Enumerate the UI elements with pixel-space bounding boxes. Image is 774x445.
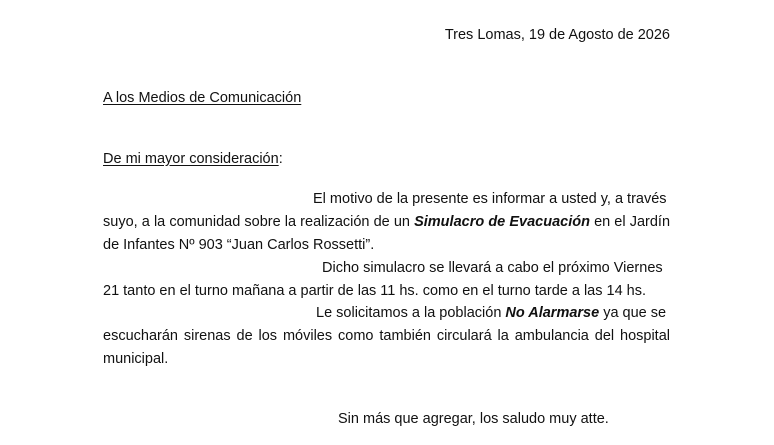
simulacro-emphasis: Simulacro de Evacuación [414, 214, 590, 230]
salutation-line [103, 151, 283, 167]
p3-line-1-post: ya que se [599, 305, 667, 321]
p3-line-1 [316, 305, 666, 321]
closing-line: Sin más que agregar, los saludo muy atte. [338, 411, 609, 427]
p1-line-2-post: en el Jardín [589, 214, 671, 230]
recipient-line: A los Medios de Comunicación [103, 90, 302, 106]
p3-line-2: escucharán sirenas de los móviles como también circulará la ambulancia del hospital [103, 328, 670, 344]
salutation-text: De mi mayor consideración [103, 151, 279, 167]
p3-line-3: municipal. [103, 351, 169, 367]
date-line: Tres Lomas, 19 de Agosto de 2026 [444, 27, 670, 43]
p2-line-2: 21 tanto en el turno mañana a partir de las 11 hs. como en el turno tarde a las 14 hs. [103, 283, 647, 299]
p1-line-3: de Infantes Nº 903 “Juan Carlos Rossetti”. [103, 237, 375, 253]
p1-line-2-pre: suyo, a la comunidad sobre la realización de un [103, 214, 415, 230]
salutation-colon: : [278, 151, 283, 167]
p1-line-1: El motivo de la presente es informar a usted y, a través [313, 191, 667, 207]
p1-line-2 [103, 214, 670, 230]
p2-line-1: Dicho simulacro se llevará a cabo el próximo Viernes [322, 260, 663, 276]
no-alarmarse-emphasis: No Alarmarse [505, 305, 600, 321]
p3-line-1-pre: Le solicitamos a la población [316, 305, 506, 321]
